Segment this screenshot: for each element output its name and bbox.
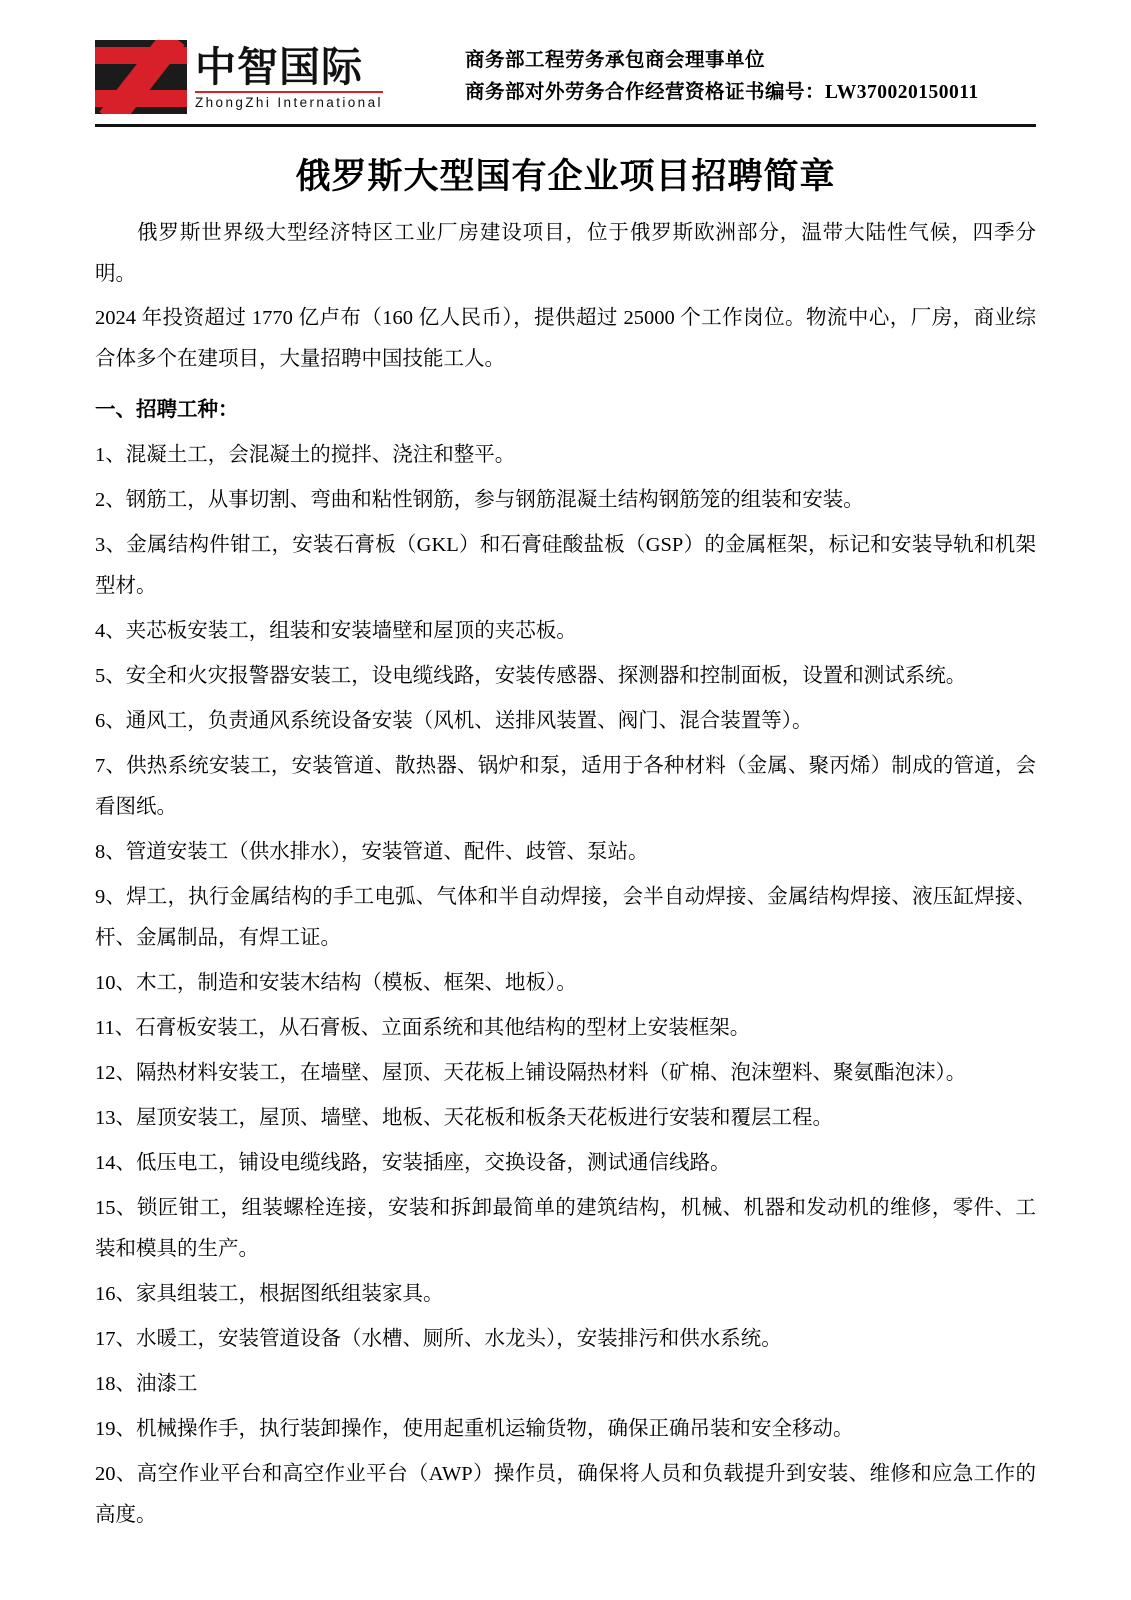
logo-english-name: ZhongZhi International [195,91,383,110]
job-item: 17、水暖工，安装管道设备（水槽、厕所、水龙头），安装排污和供水系统。 [95,1328,782,1350]
job-item: 12、隔热材料安装工，在墙壁、屋顶、天花板上铺设隔热材料（矿棉、泡沫塑料、聚氨酯泡沫）。 [95,1062,967,1084]
credential-line-1: 商务部工程劳务承包商会理事单位 [465,50,766,71]
job-item: 15、锁匠钳工，组装螺栓连接，安装和拆卸最简单的建筑结构，机械、机器和发动机的维修，零件、工装和模具的生产。 [95,1197,1036,1260]
credential-line-2: 商务部对外劳务合作经营资格证书编号：LW370020150011 [465,82,979,103]
job-item: 7、供热系统安装工，安装管道、散热器、锅炉和泵，适用于各种材料（金属、聚丙烯）制成的管道，会看图纸。 [95,755,1036,818]
job-item: 2、钢筋工，从事切割、弯曲和粘性钢筋，参与钢筋混凝土结构钢筋笼的组装和安装。 [95,489,864,511]
job-item: 8、管道安装工（供水排水），安装管道、配件、歧管、泵站。 [95,841,649,863]
job-item: 1、混凝土工，会混凝土的搅拌、浇注和整平。 [95,444,516,466]
job-item: 14、低压电工，铺设电缆线路，安装插座，交换设备，测试通信线路。 [95,1152,731,1174]
logo-text [195,45,383,110]
letterhead-credentials [455,45,1036,109]
job-item: 4、夹芯板安装工，组装和安装墙壁和屋顶的夹芯板。 [95,620,577,642]
section-heading-jobs: 一、招聘工种： [95,399,239,421]
company-logo [95,40,455,114]
page-title: 俄罗斯大型国有企业项目招聘简章 [295,157,836,196]
job-item: 19、机械操作手，执行装卸操作，使用起重机运输货物，确保正确吊装和安全移动。 [95,1418,854,1440]
intro-paragraph-2: 2024 年投资超过 1770 亿卢布（160 亿人民币），提供超过 25000 个工作岗位。物流中心，厂房，商业综合体多个在建项目，大量招聘中国技能工人。 [95,307,1036,370]
logo-chinese-name: 中智国际 [195,43,363,90]
job-item: 6、通风工，负责通风系统设备安装（风机、送排风装置、阀门、混合装置等）。 [95,710,813,732]
job-item: 20、高空作业平台和高空作业平台（AWP）操作员，确保将人员和负载提升到安装、维修和应急工作的高度。 [95,1463,1036,1526]
job-item: 10、木工，制造和安装木结构（模板、框架、地板）。 [95,972,577,994]
job-item: 9、焊工，执行金属结构的手工电弧、气体和半自动焊接，会半自动焊接、金属结构焊接、液压缸焊接、杆、金属制品，有焊工证。 [95,886,1036,949]
job-item: 13、屋顶安装工，屋顶、墙壁、地板、天花板和板条天花板进行安装和覆层工程。 [95,1107,833,1129]
job-item: 16、家具组装工，根据图纸组装家具。 [95,1283,444,1305]
intro-paragraph-1: 俄罗斯世界级大型经济特区工业厂房建设项目，位于俄罗斯欧洲部分，温带大陆性气候，四季分明。 [95,222,1036,285]
letterhead [95,40,1036,127]
zhongzhi-logo-icon [95,40,187,114]
job-item: 11、石膏板安装工，从石膏板、立面系统和其他结构的型材上安装框架。 [95,1017,751,1039]
job-item: 5、安全和火灾报警器安装工，设电缆线路，安装传感器、探测器和控制面板，设置和测试系统。 [95,665,967,687]
job-item: 3、金属结构件钳工，安装石膏板（GKL）和石膏硅酸盐板（GSP）的金属框架，标记和安装导轨和机架型材。 [95,534,1036,597]
job-item: 18、油漆工 [95,1373,198,1395]
